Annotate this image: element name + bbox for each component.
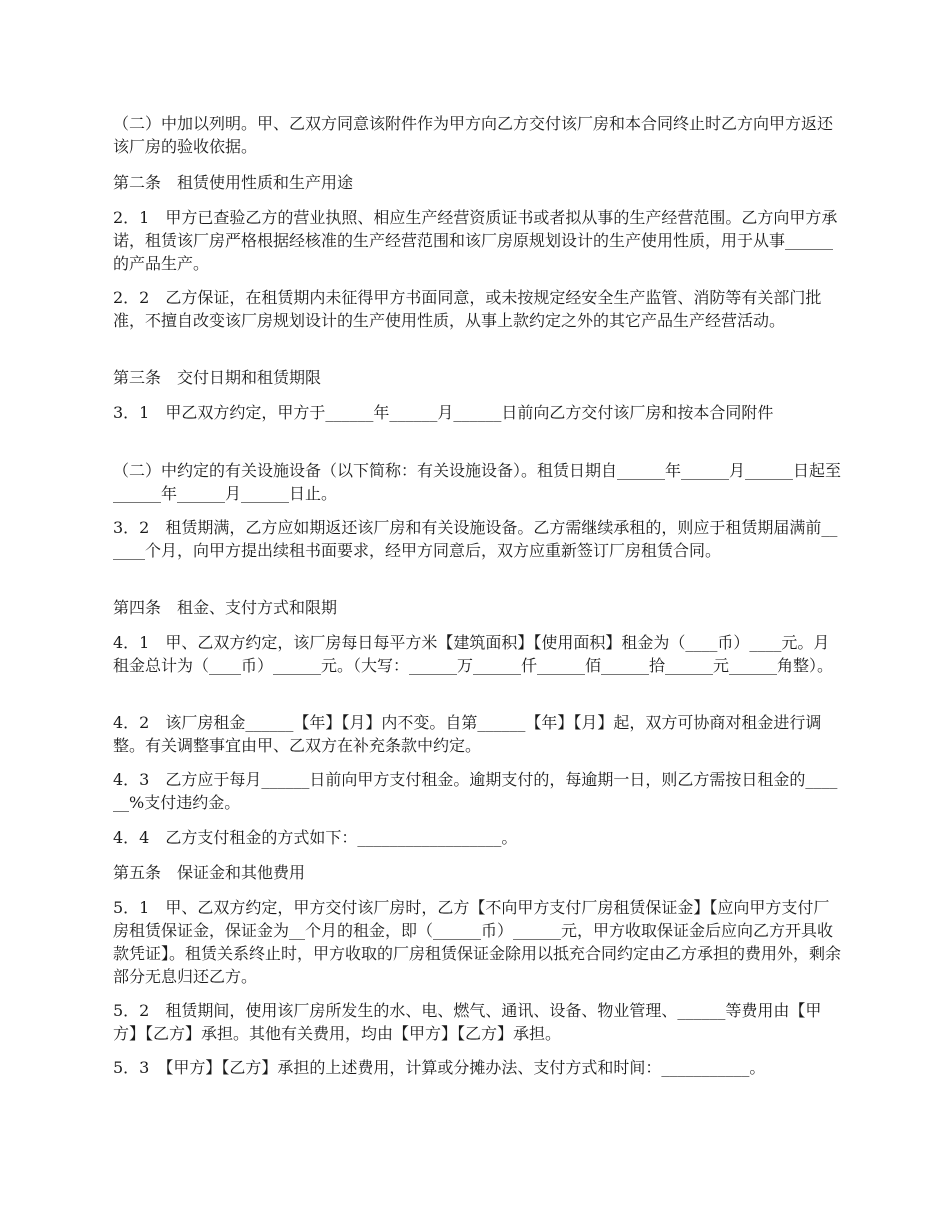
paragraph-2-2: 2．2 乙方保证，在租赁期内未征得甲方书面同意，或未按规定经安全生产监管、消防等有关部门批准，不擅自改变该厂房规划设计的生产使用性质，从事上款约定之外的其它产品生产经营活动。 bbox=[113, 288, 822, 330]
paragraph-3-1: 3．1 甲乙双方约定，甲方于______年______月______日前向乙方交付该厂房和按本合同附件 bbox=[113, 403, 774, 422]
paragraph-5-2: 5．2 租赁期间，使用该厂房所发生的水、电、燃气、通讯、设备、物业管理、______等费用由【甲方】【乙方】承担。其他有关费用，均由【甲方】【乙方】承担。 bbox=[113, 1001, 822, 1043]
paragraph-4-4: 4．4 乙方支付租金的方式如下：__________________。 bbox=[113, 828, 518, 847]
paragraph-5-3: 5．3 【甲方】【乙方】承担的上述费用，计算或分摊办法、支付方式和时间：___________。 bbox=[113, 1058, 766, 1077]
paragraph-3-1-continued: （二）中约定的有关设施设备（以下简称：有关设施设备）。租赁日期自______年______月______日起至______年______月______日止。 bbox=[113, 461, 842, 503]
paragraph-appendix-intro: （二）中加以列明。甲、乙双方同意该附件作为甲方向乙方交付该厂房和本合同终止时乙方向甲方返还该厂房的验收依据。 bbox=[113, 114, 834, 156]
heading-article-3: 第三条 交付日期和租赁期限 bbox=[113, 368, 322, 387]
paragraph-3-2: 3．2 租赁期满，乙方应如期返还该厂房和有关设施设备。乙方需继续承租的，则应于租赁期届满前______个月，向甲方提出续租书面要求，经甲方同意后，双方应重新签订厂房租赁合同。 bbox=[113, 518, 838, 560]
heading-article-5: 第五条 保证金和其他费用 bbox=[113, 863, 306, 882]
paragraph-4-3: 4．3 乙方应于每月______日前向甲方支付租金。逾期支付的，每逾期一日，则乙方需按日租金的______%支付违约金。 bbox=[113, 770, 838, 812]
heading-article-2: 第二条 租赁使用性质和生产用途 bbox=[113, 173, 354, 192]
paragraph-2-1: 2．1 甲方已查验乙方的营业执照、相应生产经营资质证书或者拟从事的生产经营范围。乙方向甲方承诺，租赁该厂房严格根据经核准的生产经营范围和该厂房原规划设计的生产使用性质，用于从事______的产品生产。 bbox=[113, 208, 838, 273]
paragraph-4-2: 4．2 该厂房租金______【年】【月】内不变。自第______【年】【月】起，双方可协商对租金进行调整。有关调整事宜由甲、乙双方在补充条款中约定。 bbox=[113, 713, 822, 755]
paragraph-4-1: 4．1 甲、乙双方约定，该厂房每日每平方米【建筑面积】【使用面积】租金为（____币）____元。月租金总计为（____币）______元。（大写：______万______仟______佰______拾______元______角整）。 bbox=[113, 633, 834, 675]
paragraph-5-1: 5．1 甲、乙双方约定，甲方交付该厂房时，乙方【不向甲方支付厂房租赁保证金】【应向甲方支付厂房租赁保证金，保证金为__个月的租金，即（______币）______元，甲方收取保证金后应向乙方开具收款凭证】。租赁关系终止时，甲方收取的厂房租赁保证金除用以抵充合同约定由乙方承担的费用外，剩余部分无息归还乙方。 bbox=[113, 898, 842, 986]
heading-article-4: 第四条 租金、支付方式和限期 bbox=[113, 598, 338, 617]
